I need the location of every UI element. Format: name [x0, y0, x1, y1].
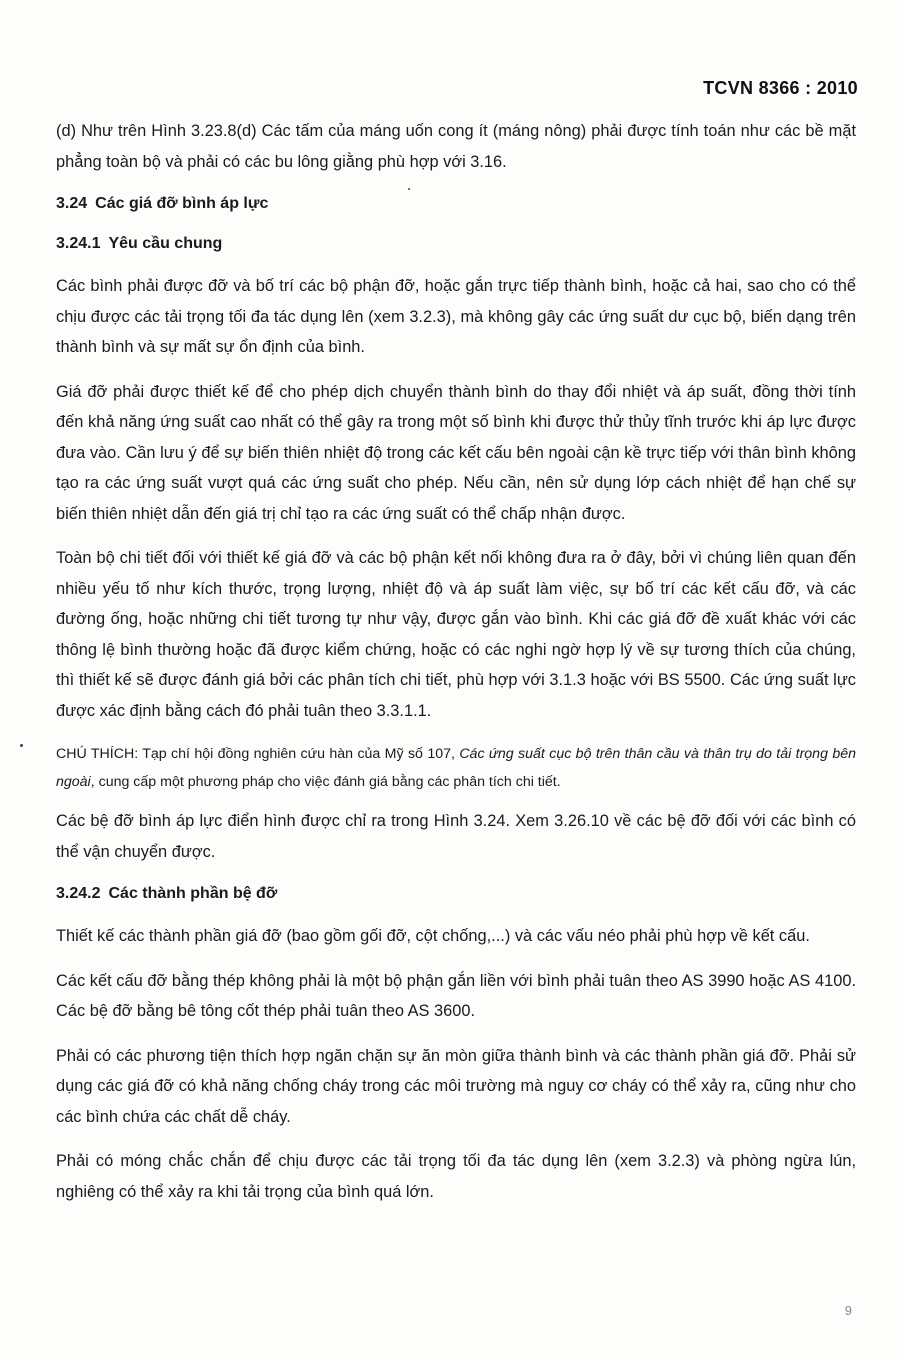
paragraph: Toàn bộ chi tiết đối với thiết kế giá đỡ và các bộ phận kết nối không đưa ra ở đây, bởi vì chúng liên quan đến nhiều yếu tố như kích thước, trọng lượng, nhiệt độ và áp suất làm việc, sự bố trí các kết cấu đỡ, và các đường ống, hoặc những chi tiết tương tự như vậy, được gắn vào bình. Khi các giá đỡ đề xuất khác với các thông lệ bình thường hoặc đã được kiểm chứng, hoặc có các nghi ngờ hợp lý về sự tương thích của chúng, thì thiết kế sẽ được đánh giá bởi các phân tích chi tiết, phù hợp với 3.1.3 hoặc với BS 5500. Các ứng suất lực được xác định bằng cách đó phải tuân theo 3.3.1.1.	[56, 549, 856, 720]
scan-speck	[408, 188, 410, 190]
page-number: 9	[844, 1303, 852, 1318]
subsection-title: Các thành phần bệ đỡ	[108, 885, 278, 902]
section-title: Các giá đỡ bình áp lực	[95, 195, 269, 212]
paragraph: Các bình phải được đỡ và bố trí các bộ phận đỡ, hoặc gắn trực tiếp thành bình, hoặc cả hai, sao cho có thể chịu được các tải trọng tối đa tác dụng lên (xem 3.2.3), mà không gây các ứng suất dư cục bộ, biến dạng trên thành bình và sự mất sự ổn định của bình.	[56, 277, 856, 356]
paragraph: Phải có các phương tiện thích hợp ngăn chặn sự ăn mòn giữa thành bình và các thành phần giá đỡ. Phải sử dụng các giá đỡ có khả năng chống cháy trong các môi trường mà nguy cơ cháy có thể xảy ra, cũng như cho các bình chứa các chất dễ cháy.	[56, 1046, 856, 1126]
note-suffix: , cung cấp một phương pháp cho việc đánh giá bằng các phân tích chi tiết.	[90, 774, 561, 790]
paragraph: Thiết kế các thành phần giá đỡ (bao gồm gối đỡ, cột chống,...) và các vấu néo phải phù hợp về kết cấu.	[56, 927, 810, 945]
subsection-number: 3.24.1	[56, 235, 101, 252]
paragraph: Các bệ đỡ bình áp lực điển hình được chỉ ra trong Hình 3.24. Xem 3.26.10 về các bệ đỡ đối với các bình có thể vận chuyển được.	[56, 812, 856, 861]
note-reference-title: Các ứng suất cục bộ trên thân cầu và thân trụ do tải trọng bên ngoài	[56, 746, 856, 790]
note-paragraph	[56, 740, 856, 796]
document-code: TCVN 8366 : 2010	[703, 78, 858, 98]
subsection-number: 3.24.2	[56, 885, 101, 902]
scan-speck	[20, 744, 23, 747]
paragraph: Giá đỡ phải được thiết kế để cho phép dịch chuyển thành bình do thay đổi nhiệt và áp suất, đồng thời tính đến khả năng ứng suất cao nhất có thể gây ra trong một số bình khi được thử thủy tĩnh trước khi áp lực được đưa vào. Cần lưu ý để sự biến thiên nhiệt độ trong các kết cấu bên ngoài cận kề trực tiếp với thân bình không tạo ra các ứng suất vượt quá các ứng suất cho phép. Nếu cần, nên sử dụng lớp cách nhiệt để hạn chế sự biến thiên nhiệt dẫn đến giá trị chỉ tạo ra các ứng suất có thể chấp nhận được.	[56, 382, 856, 523]
subsection-heading-3-24-1	[56, 231, 856, 257]
section-heading-3-24	[56, 191, 856, 217]
paragraph: Các kết cấu đỡ bằng thép không phải là một bộ phận gắn liền với bình phải tuân theo AS 3990 hoặc AS 4100. Các bệ đỡ bằng bê tông cốt thép phải tuân theo AS 3600.	[56, 971, 856, 1020]
section-number: 3.24	[56, 195, 88, 212]
subsection-title: Yêu cầu chung	[108, 235, 223, 252]
subsection-heading-3-24-2	[56, 881, 856, 907]
paragraph: Phải có móng chắc chắn để chịu được các tải trọng tối đa tác dụng lên (xem 3.2.3) và phòng ngừa lún, nghiêng có thể xảy ra khi tải trọng của bình quá lớn.	[56, 1152, 856, 1201]
document-body	[56, 116, 856, 1221]
intro-paragraph: (d) Như trên Hình 3.23.8(d) Các tấm của máng uốn cong ít (máng nông) phải được tính toán như các bề mặt phẳng toàn bộ và phải có các bu lông giằng phù hợp với 3.16.	[56, 122, 856, 171]
note-prefix: CHÚ THÍCH: Tạp chí hội đồng nghiên cứu hàn của Mỹ số 107,	[56, 746, 460, 762]
